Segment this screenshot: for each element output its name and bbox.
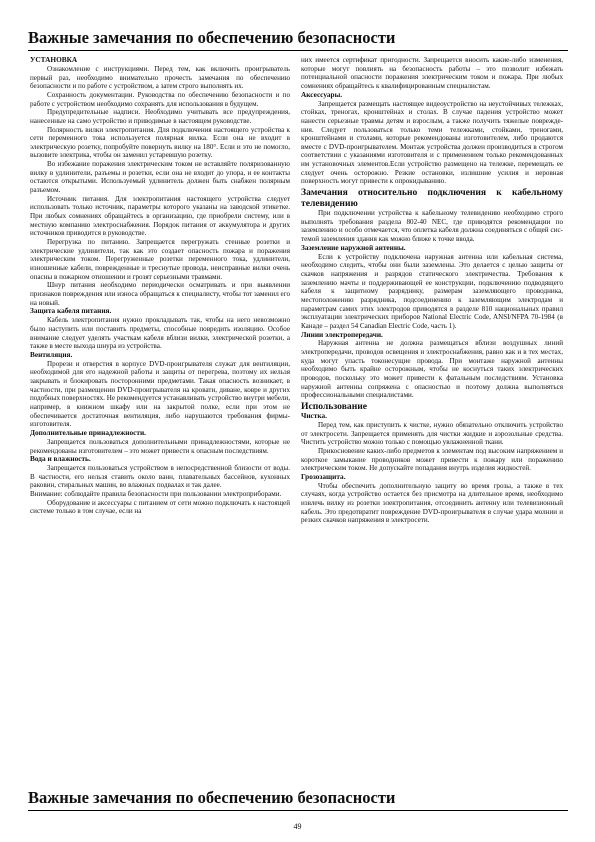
paragraph: Кабель электропитания нужно прокладывать так, чтобы на него невозможно было наступить или поставить предметы, способные повредить изоляцию. Особое внимание следует уделять участкам кабеля вблизи вилки, электрической розетки, а также в месте выхода шнура из устройства.	[30, 316, 290, 351]
paragraph: Шнур питания необходимо периодически осматривать и при выявлении признаков повреждения или износа обращаться к специалисту, чтобы тот заменил его на новый.	[30, 281, 290, 307]
paragraph: Чтобы обеспечить дополнительную защиту во время грозы, а также в тех случаях, когда устройство остается без присмотра на длительное время, необходимо извлечь вилку из розетки электропитания, отсоединить антенну или телевизионный кабель. Это предотвратит повреждение DVD-проигрывателя в случае удара молнии и резких скачков напряжения в электросети.	[301, 481, 563, 525]
left-column	[30, 56, 290, 516]
section-heading: Грозозащита.	[301, 471, 346, 481]
section-heading: Заземление наружной антенны.	[301, 242, 406, 252]
paragraph: Сохранность документации. Руководства по обеспечению безопасности и по работе с устройством необходимо сохранять для использования в будущем.	[30, 90, 290, 108]
section-heading: Замечания относительно подключения к кабельному телевидению	[301, 187, 563, 210]
footer-title: Важные замечания по обеспечению безопасности	[28, 788, 396, 807]
footer-rule	[28, 810, 568, 811]
paragraph: Полярность вилки электропитания. Для подключения настоящего устройства к сети переменного тока используется полярная вилка. Если она не входит в электрическую розетку, попробуйте повернуть вилку на 180°. Если и это не помогло, вызовите электрика, чтобы он заменил устаревшую розетку.	[30, 125, 290, 160]
section-heading: Вентиляция.	[30, 349, 73, 359]
section-heading: Чистка.	[301, 411, 327, 421]
section-heading: Линии электропередачи.	[301, 329, 383, 339]
section-heading: Аксессуары.	[301, 89, 343, 99]
section-heading: Вода и влажность.	[30, 454, 91, 464]
paragraph: Источник питания. Для электропитания настоящего устройства следует использовать только источник, параметры которого указаны на заводской этикетке. При любых сомнениях обращайтесь в организацию, где приобрели систему, или в местную компанию электроснабжения. Порядок питания от аккумулятора и других источников приводится в руководстве.	[30, 194, 290, 238]
section-heading: Защита кабеля питания.	[30, 306, 112, 316]
paragraph: Перед тем, как приступить к чистке, нужно обязательно отключить устройство от электросети. Запрещается применять для чистки жидкие и аэрозольные средства. Чистить устройство можно только с помощью увлажненной ткани.	[301, 420, 563, 447]
paragraph: Запрещается размещать настоящее видеоустройство на неустойчивых тележках, стойках, треногах, кронштейнах и столах. В случае падения устройство может нанести серьезные травмы детям и взрослым, а также получить тяжелые повреждения. Следует пользоваться только теми тележками, стойками, треногами, кронштейнами и столами, которые рекомендованы изготовителем, либо продаются вместе с DVD-проигрывателем. Монтаж устройства должен производиться в строгом соответствии с указаниями изготовителя и с применением только рекомендованных им установочных элементов.Если устройство размещено на тележке, перемещать ее следует очень осторожно. Резкие остановки, излишние усилия и неровная поверхность могут привести к опрокидыванию.	[301, 99, 563, 186]
section-heading: Использование	[301, 401, 368, 413]
paragraph: Прикосновение каких-либо предметов к элементам под высоким напряжением и короткое замыкание проводников может привести к пожару или поражению электрическим током. Не допускайте попадания внутрь изделия жидкостей.	[301, 446, 563, 473]
section-heading: Дополнительные принадлежности.	[30, 427, 147, 437]
paragraph: Во избежание поражения электрическим током не вставляйте поляризованную вилку в удлинители, разъемы и розетки, если она не входит до упора, и ее контакты остаются открытыми. Используемый удлинитель должен быть снабжен полярным разъемом.	[30, 160, 290, 195]
page-footer	[28, 788, 568, 811]
page-header	[28, 28, 568, 51]
paragraph: Запрещается пользоваться устройством в непосредственной близости от воды. В частности, его нельзя ставить около ванн, плавательных бассейнов, кухонных раковин, стиральных машин, во влажных подвалах и так далее.	[30, 464, 290, 490]
paragraph: Наружная антенна не должна размещаться вблизи воздушных линий электропередачи, проводов освещения и электроснабжения, равно как и в тех местах, куда могут упасть токонесущие провода. При монтаже наружной антенны необходимо быть крайне осторожным, чтобы не коснуться таких электрических проводов, поскольку это может привести к фатальным последствиям. Установка наружной антенны сопряжена с опасностью и поэтому должна выполняться профессиональными специалистами.	[301, 339, 563, 400]
paragraph: Запрещается пользоваться дополнительными принадлежностями, которые не рекомендованы изготовителем – это может привести к опасным последствиям.	[30, 437, 290, 455]
paragraph: Если к устройству подключена наружная антенна или кабельная система, необходимо следить, чтобы они были заземлены. Это делается с целью защиты от скачков напряжения и разрядов статического электричества. Требования к заземлению мачты и поддерживающей ее конструкции, подключению подводящего кабеля к защитному разряднику, размерам заземляющего проводника, местоположению разрядника, подсоединению к заземляющим электродам и параметрам самих этих электродов приводятся в разделе 810 национальных правил эксплуатации электрических приборов National Electric Code, ANSI/NFPA 70-1984 (в Канаде – раздел 54 Canadian Electric Code, часть 1).	[301, 252, 563, 330]
section-heading: УСТАНОВКА	[30, 55, 78, 64]
paragraph: Перегрузка по питанию. Запрещается перегружать стенные розетки и электрические удлинители, так как это создает опасность пожара и поражения электрическим током. Перегруженные розетки переменного тока, удлинители, изношенные кабели, поврежденные и треснутые провода, неисправные вилки очень опасны в пожарном отношении и грозят серьезными травмами.	[30, 238, 290, 281]
paragraph: них имеется сертификат пригодности. Запрещается вносить какие-либо изменения, которые могут повлиять на безопасность работы – это позволит избежать потенциальной опасности поражения электрическим током и пожара. При любых сомнениях обращайтесь к квалифицированным специалистам.	[301, 56, 563, 90]
header-title: Важные замечания по обеспечению безопасности	[28, 28, 396, 47]
paragraph: Оборудование и аксессуары с питанием от сети можно подключать к настоящей системе только в том случае, если на	[30, 498, 290, 516]
header-rule	[28, 50, 568, 51]
paragraph: Предупредительные надписи. Необходимо учитывать все предупреждения, нанесенные на само устройство и приводимые в настоящем руководстве.	[30, 108, 290, 125]
paragraph: Внимание: соблюдайте правила безопасности при пользовании электроприборами.	[30, 490, 282, 499]
paragraph: При подключении устройства к кабельному телевидению необходимо строго выполнять требования раздела 802-40 NEC, где приводятся рекомендации по заземлению и особо отмечается, что оплетка кабеля должна соединяться с общей системой заземления здания как можно ближе к точке ввода.	[301, 209, 563, 244]
paragraph: Ознакомление с инструкциями. Перед тем, как включить проигрыватель первый раз, необходимо внимательно прочесть замечания по обеспечению безопасности и по работе с устройством, а затем строго выполнять их.	[30, 64, 290, 91]
right-column	[301, 56, 563, 525]
paragraph: Прорези и отверстия в корпусе DVD-проигрывателя служат для вентиляции, необходимой для его надежной работы и защиты от перегрева, поэтому их нельзя закрывать и блокировать посторонними предметами. Такая опасность возникает, в частности, при размещении DVD-проигрывателя на кровати, диване, ковре и других подобных поверхностях. Не рекомендуется устанавливать устройство внутри мебели, например, в книжном шкафу или на закрытой полке, если при этом не обеспечивается достаточная вентиляция, либо нарушаются требования фирмы-изготовителя.	[30, 359, 290, 429]
page-number: 49	[293, 822, 302, 831]
